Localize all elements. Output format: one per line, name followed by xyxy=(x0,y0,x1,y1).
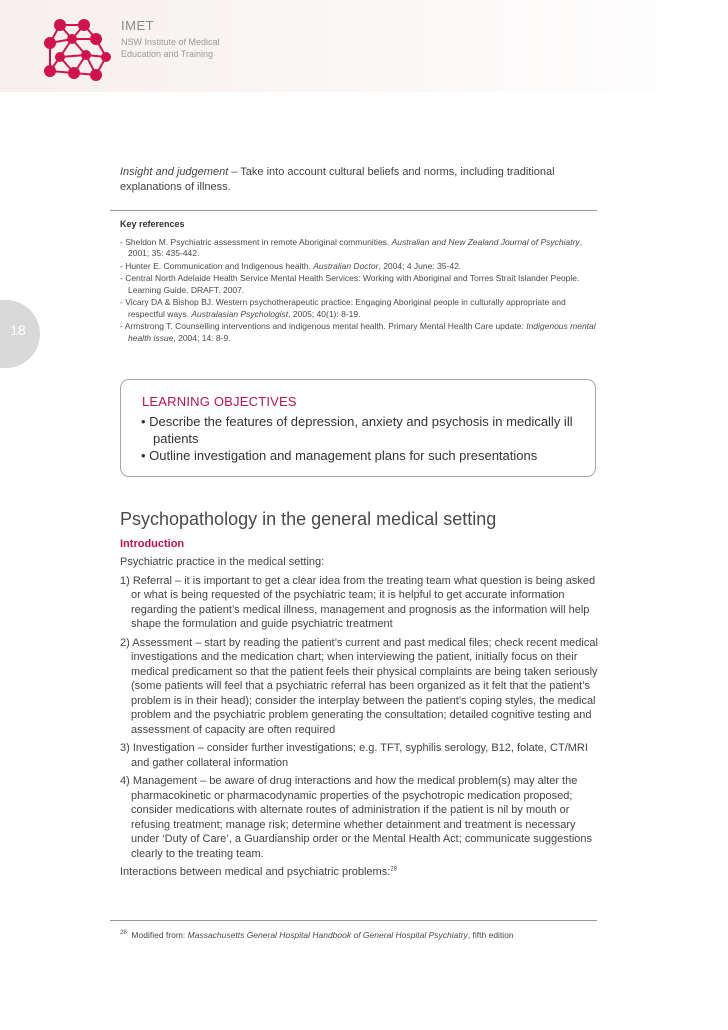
reference-item: - Armstrong T. Counselling interventions and indigenous mental health. Primary Mental Health Care update: Indigenous mental health issue, 2004; 14: 8-9. xyxy=(120,321,596,343)
numbered-item: 3) Investigation – consider further investigations; e.g. TFT, syphilis serology, B12, folate, CT/MRI and gather collateral information xyxy=(120,742,588,769)
imet-logo xyxy=(42,17,112,87)
objective-item: • Outline investigation and management plans for such presentations xyxy=(141,448,538,463)
section-title: Psychopathology in the general medical setting xyxy=(120,509,497,529)
numbered-item: 2) Assessment – start by reading the patient’s current and past medical files; check recent medical investigations and the medication chart; when interviewing the patient, initially focus on their medical predicament so that the patient feels their physical complaints are being taken seriously (some patients will feel that a psychiatric referral has been organized as it felt that the patient’s problem is in their head); consider the interplay between the patient’s coping styles, the medical problem and the psychiatric problem generating the consultation; detailed cognitive testing and assessment of capacity are often required xyxy=(120,636,598,736)
page-number: 18 xyxy=(10,322,26,338)
learning-objectives-title: LEARNING OBJECTIVES xyxy=(142,394,297,409)
learning-objectives-box xyxy=(120,379,596,477)
reference-item: - Central North Adelaide Health Service Mental Health Services: Working with Aboriginal and Torres Strait Islander People. Learning Guide. DRAFT. 2007. xyxy=(120,273,580,295)
insight-text: – Take into account cultural beliefs and norms, including traditional explanations of illness. xyxy=(120,166,555,193)
divider-footnote xyxy=(110,920,597,921)
numbered-item: 1) Referral – it is important to get a clear idea from the treating team what question is being asked or what is being requested of the psychiatric team; it is helpful to get accurate information regarding the patient’s medical illness, management and prognosis as the information will help shape the formulation and guide psychiatric treatment xyxy=(120,574,596,630)
reference-item: - Sheldon M. Psychiatric assessment in remote Aboriginal communities. Australian and New Zealand Journal of Psychiatry, 2001; 35: 435-442. xyxy=(120,236,583,258)
references-title: Key references xyxy=(120,219,185,229)
insight-paragraph xyxy=(120,165,598,195)
closing-text: Interactions between medical and psychiatric problems:$^{28}$ xyxy=(120,866,397,878)
insight-lead: Insight and judgement xyxy=(120,166,229,178)
divider-top xyxy=(110,210,597,211)
footnote-number: 28 xyxy=(120,930,127,937)
footnote-ref: 28 xyxy=(390,866,397,873)
reference-item: - Vicary DA & Bishop BJ. Western psychotherapeutic practice: Engaging Aboriginal people in culturally appropriate and respectful ways. Australasian Psychologist, 2005; 40(1): 8-19. xyxy=(120,297,566,319)
brand-subtitle-line2: Education and Training xyxy=(121,49,214,59)
numbered-item: 4) Management – be aware of drug interactions and how the medical problem(s) may alter the pharmacokinetic or pharmacodynamic properties of the psychotropic medication proposed; consider medications with alternate routes of administration if the patient is nil by mouth or refusing treatment; manage risk; determine whether detainment and treatment is necessary under ‘Duty of Care’, a Guardianship order or the Mental Health Act; communicate suggestions clearly to the treating team. xyxy=(120,775,593,860)
brand-title: IMET xyxy=(121,18,155,33)
section-body xyxy=(120,555,598,884)
footnote: $^{28}$ Modified from: Massachusetts General Hospital Handbook of General Hospital Psychiatry, fifth edition xyxy=(120,930,514,940)
brand-subtitle-line1: NSW Institute of Medical xyxy=(121,37,220,47)
objective-item: • Describe the features of depression, anxiety and psychosis in medically ill patients xyxy=(141,414,573,446)
reference-item: - Hunter E. Communication and Indigenous health. Australian Doctor, 2004; 4 June: 35-42. xyxy=(120,260,462,271)
key-references xyxy=(120,219,598,345)
brand xyxy=(121,18,220,60)
intro-heading: Introduction xyxy=(120,538,185,550)
intro-text: Psychiatric practice in the medical setting: xyxy=(120,556,325,568)
learning-objectives-list xyxy=(141,413,581,464)
